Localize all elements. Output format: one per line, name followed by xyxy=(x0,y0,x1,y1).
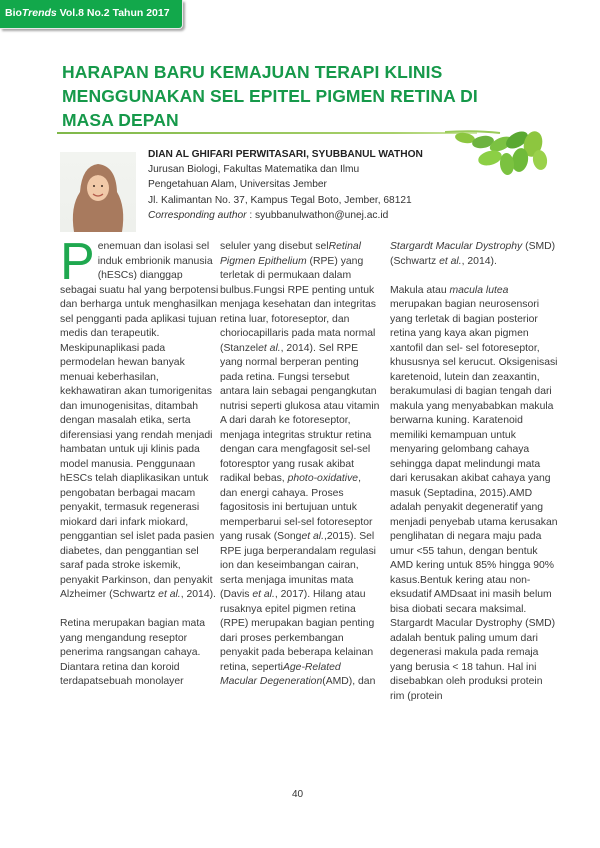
citation-etal: et al. xyxy=(258,342,281,354)
journal-name-prefix: Bio xyxy=(5,7,22,19)
citation-etal: et al. xyxy=(158,589,181,600)
address: Jl. Kalimantan No. 37, Kampus Tegal Boto, Jember, 68121 xyxy=(148,194,412,206)
page-number: 40 xyxy=(292,789,304,800)
affiliation-line-2: Pengetahuan Alam, Universitas Jember xyxy=(148,179,327,191)
paragraph xyxy=(60,233,220,603)
author-info xyxy=(148,147,423,223)
affiliation-line-1: Jurusan Biologi, Fakultas Matematika dan Ilmu xyxy=(148,164,360,176)
author-names: DIAN AL GHIFARI PERWITASARI, SYUBBANUL WATHON xyxy=(148,149,423,160)
journal-name-italic: Trends xyxy=(21,7,57,19)
corresponding-email[interactable]: : syubbanulwathon@unej.ac.id xyxy=(246,209,389,221)
paragraph-text: , 2014). Sel RPE yang normal berperan penting pada retina. Fungsi tersebut antara lain sebagai pengangkutan nutrisi seperti glukosa atau vitamin A dari darah ke fotoreseptor, menjaga integritas struktur retina dengan cara mengfagosit sel-sel fotoresptor yang rusak akibat radikal bebas, xyxy=(220,342,380,484)
body-column-1 xyxy=(60,233,220,690)
author-portrait-icon xyxy=(60,152,136,232)
term-italic: Age-Related Macular Degeneration xyxy=(220,661,341,687)
paragraph-text: (AMD), dan xyxy=(322,676,376,687)
title-divider xyxy=(57,132,477,134)
citation-etal: et al. xyxy=(439,255,462,267)
paragraph-text: merupakan bagian neurosensori yang terletak di bagian posterior retina yang kaya akan pigmen xantofil dan sel- sel fotoreseptor, khususnya sel kerucut. Oksigenisasi karetenoid, lutein dan zeaxantin, berakumulasi di bagian tengah dari makula yang menyababkan makula berwarna kuning. Karatenoid memiliki kemampuan untuk menyaring gelombang cahaya sehingga dapat melindungi mata dari kerusakan akibat cahaya yang masuk (Septadina, 2015).AMD adalah penyakit degeneratif yang menjadi penyebab utama kerusakan penglihatan di negara maju pada umur <55 tahun, dengan bentuk AMD kering untuk 85% hingga 90% kasus.Bentuk kering atau non-eksudatif AMDsaat ini masih belum bisa diobati secara maksimal. Stargardt Macular Dystrophy (SMD) adalah bentuk paling umum dari degenerasi makula pada remaja yang berusia < 18 tahun. Hal ini disebabkan oleh produksi protein rim (protein xyxy=(390,299,558,702)
paragraph-text: , 2017). Hilang atau rusaknya epitel pigmen retina (RPE) merupakan bagian penting dari proses perkembangan penyakit pada beberapa kelainan retina, seperti xyxy=(220,589,375,673)
term-italic: Retinal Pigmen Epithelium xyxy=(220,241,361,267)
author-photo xyxy=(60,152,136,232)
body-column-3 xyxy=(390,240,558,704)
citation-etal: et al. xyxy=(301,531,324,542)
term-italic: photo-oxidative xyxy=(287,473,359,484)
journal-issue: Vol.8 No.2 Tahun 2017 xyxy=(56,7,170,19)
term-italic: macula lutea xyxy=(449,284,509,296)
paragraph xyxy=(390,240,558,269)
paragraph xyxy=(220,240,380,690)
paragraph-text: , dan energi cahaya. Proses fagositosis ini bertujuan untuk memperbarui sel-sel fotoreseptor yang rusak (Song xyxy=(220,473,373,542)
corresponding-label: Corresponding author xyxy=(148,209,247,221)
citation-etal: et al. xyxy=(252,589,275,600)
paragraph-text: (SMD) (Schwartz xyxy=(390,241,556,267)
paragraph xyxy=(390,284,558,705)
paragraph-text: ,2015). Sel RPE juga berperandalam regulasi ion dan keseimbangan cairan, serta menjaga imunitas mata (Davis xyxy=(220,531,376,600)
drop-cap: P xyxy=(60,233,95,291)
paragraph-text: seluler yang disebut sel xyxy=(220,241,329,252)
paragraph-text: , 2014). xyxy=(461,255,497,267)
article-title: HARAPAN BARU KEMAJUAN TERAPI KLINIS MENGGUNAKAN SEL EPITEL PIGMEN RETINA DI MASA DEPAN xyxy=(62,62,478,130)
paragraph-text: Makula atau xyxy=(390,284,450,296)
term-italic: Stargardt Macular Dystrophy xyxy=(390,241,523,252)
body-column-2 xyxy=(220,240,380,690)
journal-header-banner xyxy=(0,0,183,29)
paragraph: Retina merupakan bagian mata yang mengandung reseptor penerima rangsangan cahaya. Diantara retina dan koroid terdapatsebuah monolayer xyxy=(60,618,205,687)
leaves-decoration-icon xyxy=(445,130,555,180)
paragraph-text: enemuan dan isolasi sel induk embrionik manusia (hESCs) dianggap sebagai suatu hal yang berpotensi dan berharga untuk menghasilkan sel pengganti pada aplikasi tujuan medis dan terapeutik. Meskipunaplikasi pada permodelan hewan banyak menuai keberhasilan, kekhawatiran akan tumorigenitas dan imunogenisitas, ditambah dengan masalah etika, serta diferensiasi yang rendah menjadi hambatan untuk uji klinis pada model manusia. Penggunaan hESCs telah diaplikasikan untuk pengobatan berbagai macam penyakit, termasuk regenerasi miokard dari infark miokard, penggantian sel islet pada pasien diabetes, dan penggantian sel saraf pada stroke iskemik, penyakit Parkinson, dan penyakit Alzheimer (Schwartz xyxy=(60,241,219,600)
paragraph-text: (RPE) yang terletak di permukaan dalam bulbus.Fungsi RPE penting untuk menjaga kesehatan dan integritas retina luar, fotoreseptor, dan choriocapillaris pada mata normal (Stanzel xyxy=(220,255,376,354)
paragraph-text: , 2014). xyxy=(180,589,216,600)
journal-issue-label xyxy=(5,7,170,19)
corresponding-author xyxy=(148,208,423,223)
